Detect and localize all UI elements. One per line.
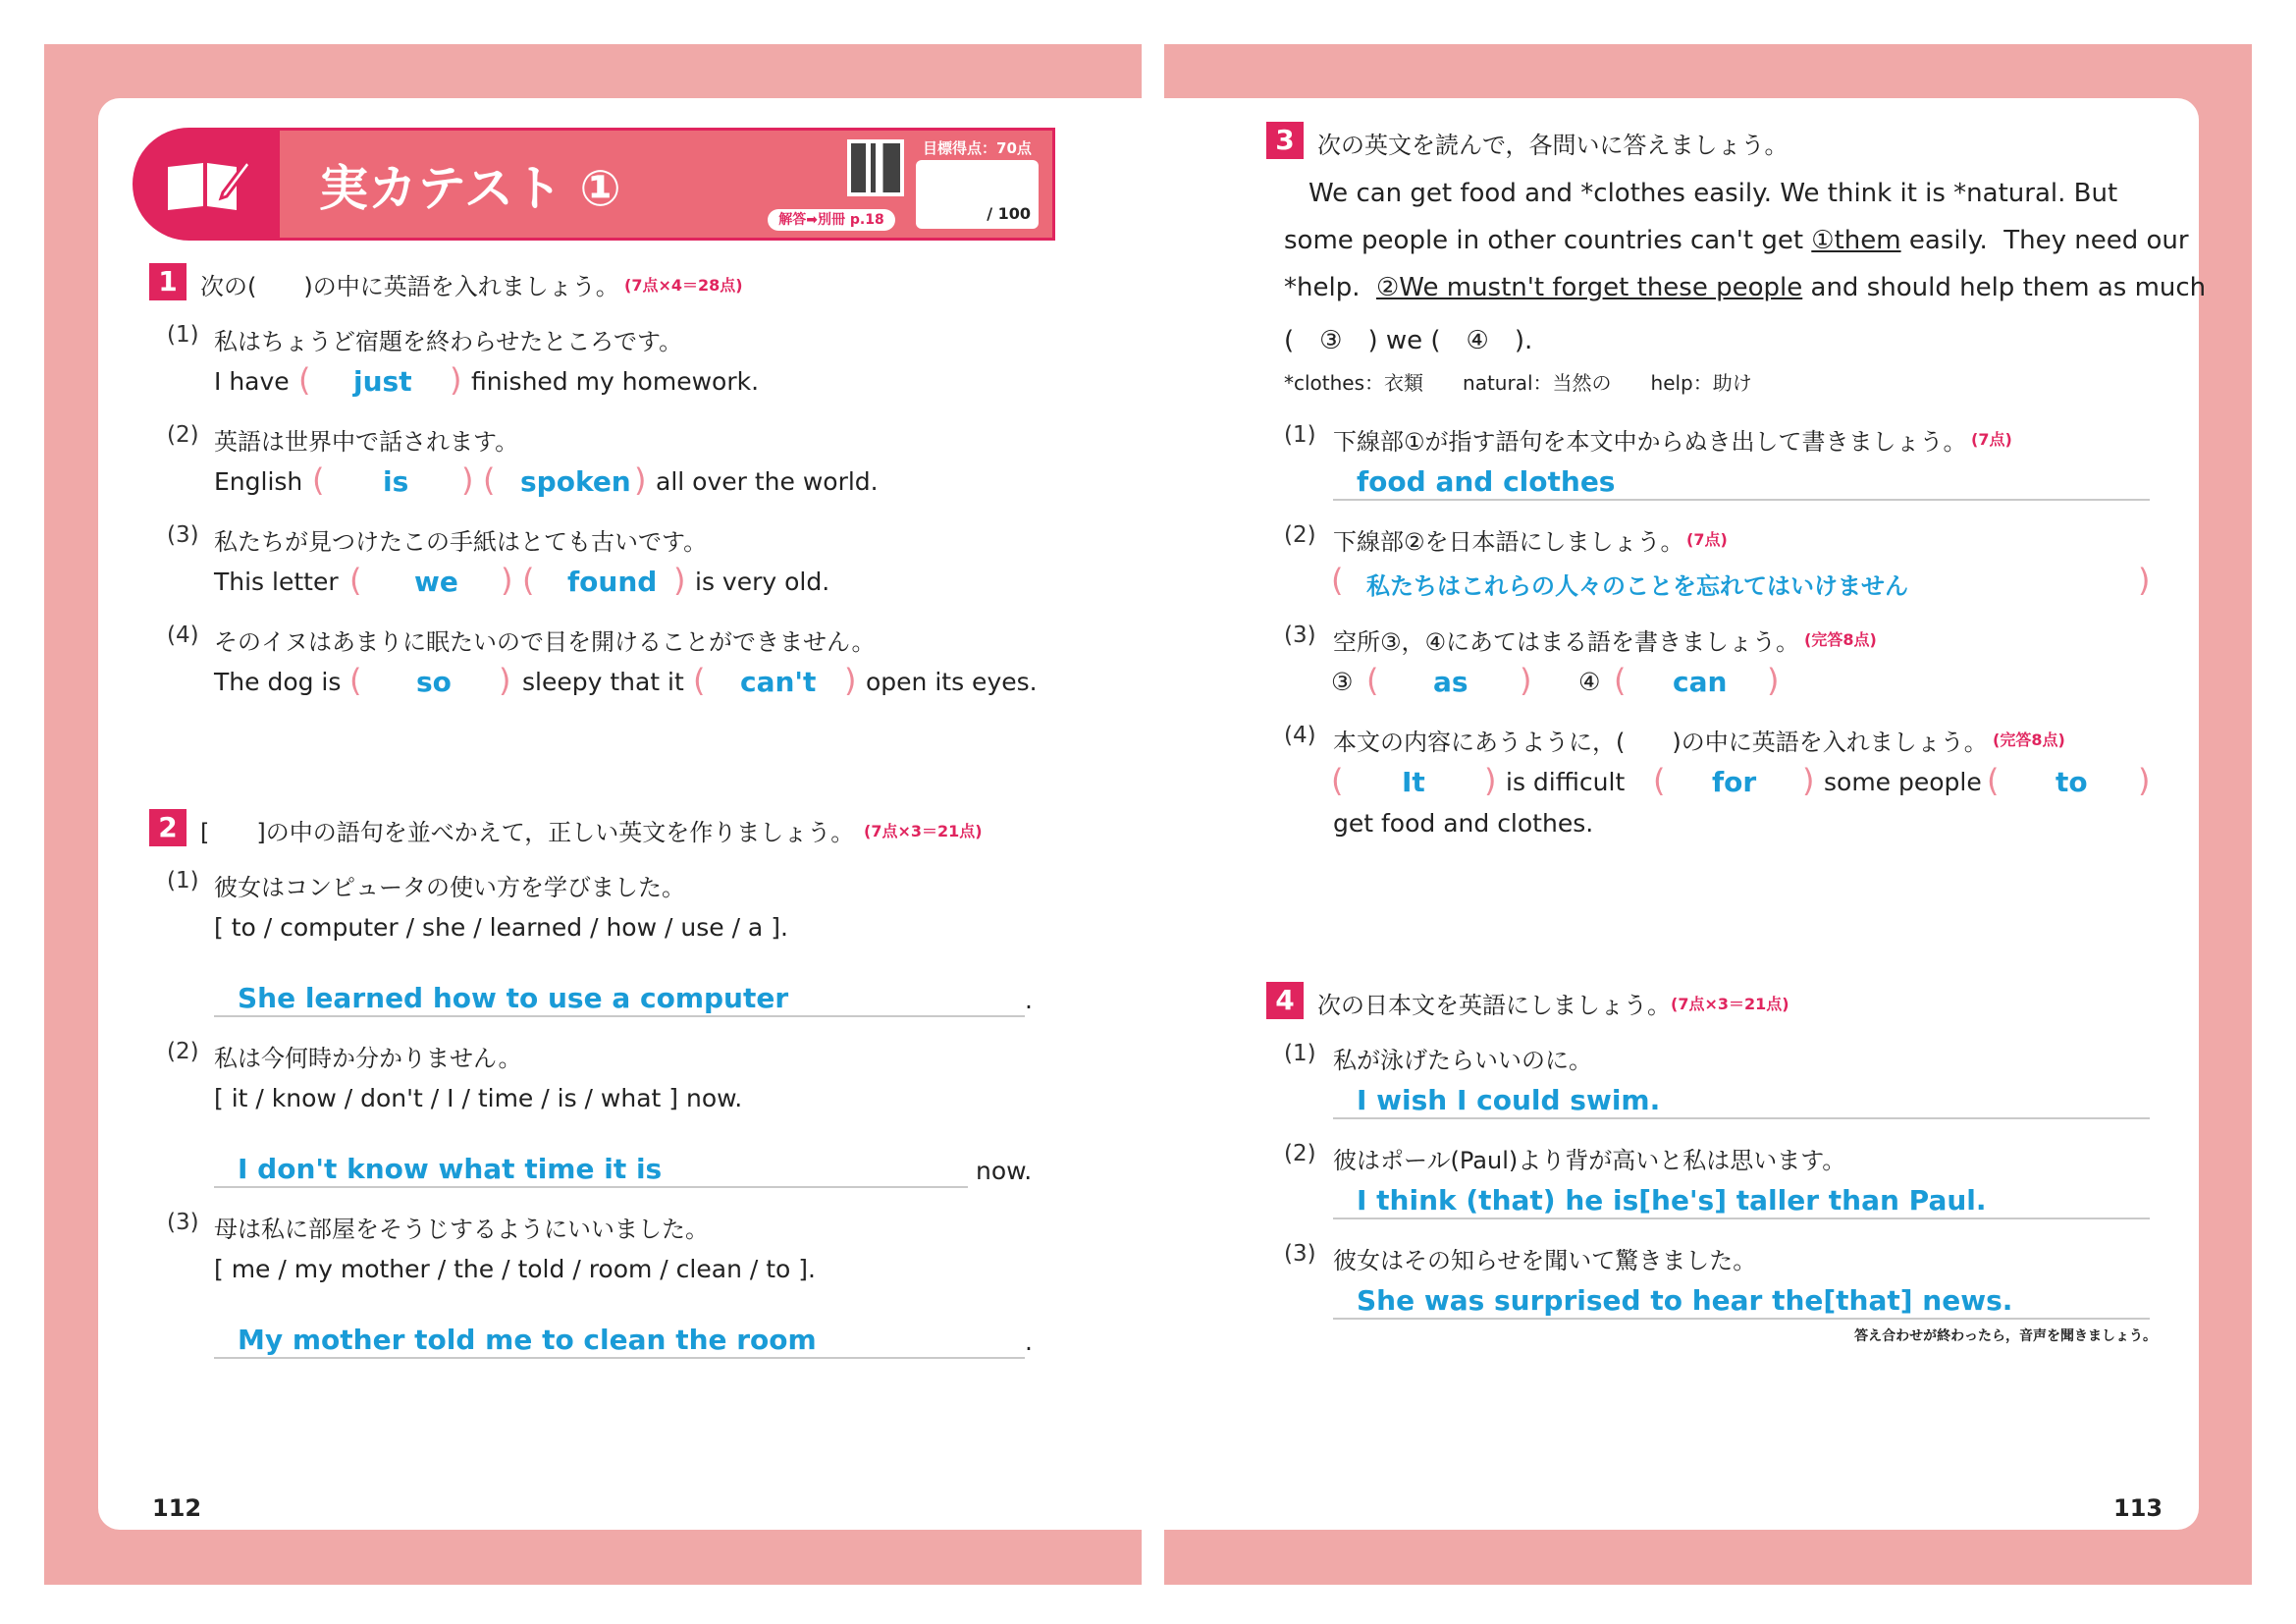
s3-q3-japanese: 空所③，④にあてはまる語を書きましょう。 xyxy=(1333,628,1800,656)
s1-q1-paren-close: ) xyxy=(450,361,462,399)
s1-q2-paren-open-2: ( xyxy=(483,461,496,499)
s4-q1-japanese: 私が泳げたらいいのに。 xyxy=(1333,1047,1592,1074)
s4-q2-japanese: 彼はポール(Paul)より背が高いと私は思います。 xyxy=(1333,1147,1846,1174)
s1-q2-answer-2[interactable]: spoken xyxy=(520,465,631,498)
s1-q2-paren-open-1: ( xyxy=(312,461,325,499)
s3-q4-answer-2[interactable]: for xyxy=(1712,766,1757,798)
s1-q1-answer[interactable]: just xyxy=(353,365,412,398)
s1-q3-paren-close-2: ) xyxy=(673,562,686,599)
s4-q1-number: (1) xyxy=(1284,1041,1316,1066)
section-1-number: 1 xyxy=(149,263,187,300)
s1-q3-paren-open-2: ( xyxy=(522,562,535,599)
s3-q2-number: (2) xyxy=(1284,522,1316,548)
s1-q2-japanese: 英語は世界中で話されます。 xyxy=(214,428,519,456)
s2-q3-end: . xyxy=(1025,1327,1033,1356)
s3-q1-answer[interactable]: food and clothes xyxy=(1357,465,1616,498)
test-header-banner xyxy=(133,128,1055,241)
passage-line-2-b: easily. They need our xyxy=(1900,226,2189,255)
s2-q3-words: [ me / my mother / the / told / room / clean / to ]. xyxy=(214,1255,816,1283)
section-2-number: 2 xyxy=(149,809,187,846)
s2-q3-japanese: 母は私に部屋をそうじするようにいいました。 xyxy=(214,1216,709,1243)
s3-q3-paren-close-1: ) xyxy=(1520,662,1532,699)
s4-q2-answer-line xyxy=(1333,1218,2150,1219)
s3-q4-middle-1: is difficult xyxy=(1506,768,1626,796)
s3-q4-paren-close-1: ) xyxy=(1484,762,1497,799)
s3-q4-answer-1[interactable]: It xyxy=(1402,766,1425,798)
page-number-left: 112 xyxy=(152,1494,202,1522)
s2-q2-words: [ it / know / don't / I / time / is / what ] now. xyxy=(214,1084,743,1112)
s1-q2-answer-1[interactable]: is xyxy=(383,465,409,498)
section-3-number: 3 xyxy=(1266,122,1304,159)
s2-q1-answer[interactable]: She learned how to use a computer xyxy=(238,982,789,1014)
s2-q1-answer-line xyxy=(214,1015,1025,1017)
s3-q2-points: (7点) xyxy=(1686,530,1728,549)
s1-q3-paren-open-1: ( xyxy=(349,562,362,599)
s3-q2-japanese: 下線部②を日本語にしましょう。 xyxy=(1333,528,1684,556)
s3-q4-paren-open-2: ( xyxy=(1653,762,1666,799)
target-score-label: 目標得点：70点 xyxy=(923,139,1032,157)
section-4-points: (7点×3＝21点) xyxy=(1671,995,1789,1013)
s1-q3-answer-2[interactable]: found xyxy=(567,566,658,598)
s2-q2-answer-line xyxy=(214,1186,968,1188)
s3-q3-paren-close-2: ) xyxy=(1767,662,1780,699)
s1-q2-prefix: English xyxy=(214,467,303,496)
s2-q2-end: now. xyxy=(976,1157,1033,1185)
s1-q4-suffix: open its eyes. xyxy=(866,668,1038,696)
s3-q3-points: (完答8点) xyxy=(1804,630,1877,649)
s2-q3-answer-line xyxy=(214,1357,1025,1359)
s4-q3-number: (3) xyxy=(1284,1241,1316,1267)
s4-q1-answer-line xyxy=(1333,1117,2150,1119)
s1-q2-paren-close-2: ) xyxy=(634,461,647,499)
s2-q3-answer[interactable]: My mother told me to clean the room xyxy=(238,1324,817,1356)
section-2-points: (7点×3＝21点) xyxy=(864,822,983,840)
s1-q3-prefix: This letter xyxy=(214,568,339,596)
s3-q4-number: (4) xyxy=(1284,723,1316,748)
underline-2-sentence: ②We mustn't forget these people xyxy=(1376,273,1803,302)
s3-q4-paren-open-3: ( xyxy=(1987,762,2000,799)
s1-q4-prefix: The dog is xyxy=(214,668,342,696)
section-4-instruction: 次の日本文を英語にしましょう。 xyxy=(1317,992,1671,1019)
s2-q2-answer[interactable]: I don't know what time it is xyxy=(238,1153,663,1185)
s1-q4-answer-1[interactable]: so xyxy=(416,666,452,698)
s2-q1-number: (1) xyxy=(167,868,199,893)
s1-q1-prefix: I have xyxy=(214,367,290,396)
s1-q4-japanese: そのイヌはあまりに眠たいので目を開けることができません。 xyxy=(214,628,876,656)
s1-q4-paren-open-2: ( xyxy=(693,662,706,699)
s3-q4-paren-close-2: ) xyxy=(1802,762,1815,799)
score-total: / 100 xyxy=(987,204,1031,223)
s3-q1-points: (7点) xyxy=(1971,430,2012,449)
s3-q2-paren-open: ( xyxy=(1331,562,1344,599)
passage-line-1: We can get food and *clothes easily. We think it is *natural. But xyxy=(1308,179,2118,208)
s1-q1-number: (1) xyxy=(167,322,199,348)
s3-q4-points: (完答8点) xyxy=(1993,731,2065,749)
s4-q3-answer[interactable]: She was surprised to hear the[that] news. xyxy=(1357,1284,2013,1317)
s3-q4-paren-close-3: ) xyxy=(2138,762,2151,799)
section-1-instruction: 次の( )の中に英語を入れましょう。 xyxy=(200,273,619,300)
book-pencil-icon xyxy=(164,155,252,214)
s3-q4-continuation: get food and clothes. xyxy=(1333,809,1594,838)
s1-q3-paren-close-1: ) xyxy=(501,562,513,599)
section-2-instruction: [ ]の中の語句を並べかえて，正しい英文を作りましょう。 xyxy=(200,819,855,846)
s1-q4-paren-close-1: ) xyxy=(499,662,511,699)
s3-q3-label-3: ③ xyxy=(1331,668,1354,696)
s1-q2-suffix: all over the world. xyxy=(656,467,879,496)
s1-q4-answer-2[interactable]: can't xyxy=(740,666,817,698)
s3-q2-paren-close: ) xyxy=(2138,562,2151,599)
s1-q1-suffix: finished my homework. xyxy=(471,367,760,396)
passage-notes: *clothes：衣類 natural：当然の help：助け xyxy=(1284,371,1752,395)
s3-q3-paren-open-2: ( xyxy=(1614,662,1627,699)
s3-q3-answer-2[interactable]: can xyxy=(1673,666,1728,698)
s4-q2-number: (2) xyxy=(1284,1141,1316,1166)
passage-line-2 xyxy=(1284,226,2189,255)
page-title: 実カテスト ① xyxy=(319,160,621,217)
s3-q1-japanese: 下線部①が指す語句を本文中からぬき出して書きましょう。 xyxy=(1333,428,1967,456)
passage-line-2-a: some people in other countries can't get xyxy=(1284,226,1812,255)
passage-line-3-b: and should help them as much xyxy=(1802,273,2207,302)
banner-pill xyxy=(133,128,280,241)
underline-1-them: ①them xyxy=(1811,226,1901,255)
passage-line-4: ( ③ ) we ( ④ ). xyxy=(1284,326,1533,355)
s1-q2-number: (2) xyxy=(167,422,199,448)
s1-q1-paren-open: ( xyxy=(298,361,311,399)
s1-q4-number: (4) xyxy=(167,623,199,648)
s1-q4-paren-open-1: ( xyxy=(349,662,362,699)
s4-q3-answer-line xyxy=(1333,1318,2150,1320)
page-number-right: 113 xyxy=(2113,1494,2163,1522)
s4-q1-answer[interactable]: I wish I could swim. xyxy=(1357,1084,1661,1116)
score-box[interactable] xyxy=(916,160,1039,229)
s3-q3-answer-1[interactable]: as xyxy=(1433,666,1468,698)
answer-reference: 解答➡別冊 p.18 xyxy=(768,209,895,231)
s2-q1-japanese: 彼女はコンピュータの使い方を学びました。 xyxy=(214,874,685,901)
s2-q2-japanese: 私は今何時か分かりません。 xyxy=(214,1045,522,1072)
s1-q2-paren-close-1: ) xyxy=(461,461,474,499)
s2-q2-number: (2) xyxy=(167,1039,199,1064)
s1-q4-middle: sleepy that it xyxy=(522,668,684,696)
s2-q1-end: . xyxy=(1025,986,1033,1014)
s3-q1-answer-line xyxy=(1333,499,2150,501)
passage-line-3 xyxy=(1284,273,2206,302)
s1-q4-paren-close-2: ) xyxy=(844,662,857,699)
s3-q4-japanese: 本文の内容にあうように，( )の中に英語を入れましょう。 xyxy=(1333,729,1988,756)
s1-q3-answer-1[interactable]: we xyxy=(414,566,458,598)
section-1-points: (7点×4＝28点) xyxy=(624,276,743,295)
passage-line-3-a: *help. xyxy=(1284,273,1376,302)
s2-q1-words: [ to / computer / she / learned / how / use / a ]. xyxy=(214,913,788,942)
s1-q3-number: (3) xyxy=(167,522,199,548)
s1-q1-japanese: 私はちょうど宿題を終わらせたところです。 xyxy=(214,328,683,355)
section-4-number: 4 xyxy=(1266,982,1304,1019)
s1-q3-suffix: is very old. xyxy=(695,568,830,596)
s3-q3-label-4: ④ xyxy=(1578,668,1601,696)
audio-footnote: 答え合わせが終わったら，音声を聞きましょう。 xyxy=(1854,1328,2157,1344)
s3-q4-paren-open-1: ( xyxy=(1331,762,1344,799)
section-3-instruction: 次の英文を読んで，各問いに答えましょう。 xyxy=(1317,132,1789,159)
s3-q3-paren-open-1: ( xyxy=(1366,662,1379,699)
s3-q4-answer-3[interactable]: to xyxy=(2056,766,2088,798)
s2-q3-number: (3) xyxy=(167,1210,199,1235)
s4-q2-answer[interactable]: I think (that) he is[he's] taller than Paul. xyxy=(1357,1184,1987,1217)
qr-code-icon[interactable] xyxy=(847,139,904,196)
s4-q3-japanese: 彼女はその知らせを聞いて驚きました。 xyxy=(1333,1247,1757,1274)
s1-q3-japanese: 私たちが見つけたこの手紙はとても古いです。 xyxy=(214,528,708,556)
s3-q3-number: (3) xyxy=(1284,623,1316,648)
s3-q2-answer[interactable]: 私たちはこれらの人々のことを忘れてはいけません xyxy=(1366,572,1908,600)
s3-q1-number: (1) xyxy=(1284,422,1316,448)
s3-q4-middle-2: some people xyxy=(1824,768,1982,796)
